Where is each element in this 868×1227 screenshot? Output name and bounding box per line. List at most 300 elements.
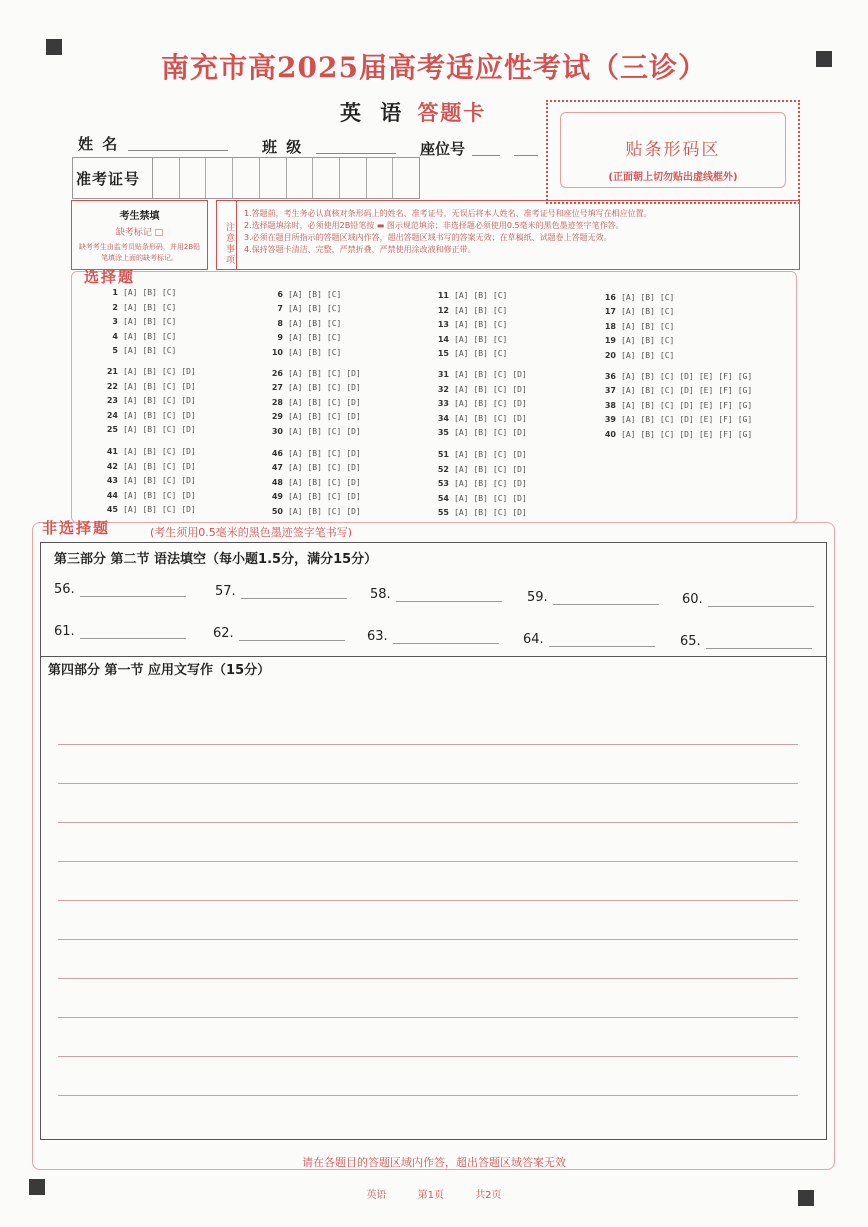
mc-option-bubble[interactable]: [D]	[679, 429, 694, 439]
writing-line[interactable]	[58, 861, 798, 862]
exam-id-digit-box[interactable]	[287, 158, 314, 198]
mc-option-bubble[interactable]: [D]	[512, 384, 527, 394]
mc-option-bubble[interactable]: [A]	[288, 368, 303, 378]
mc-option-bubble[interactable]: [F]	[718, 415, 733, 424]
blank-answer-line[interactable]	[553, 604, 659, 605]
mc-option-bubble[interactable]: [B]	[142, 381, 157, 391]
mc-option-bubble[interactable]: [A]	[288, 492, 303, 501]
mc-option-bubble[interactable]: [C]	[326, 318, 342, 328]
mc-option-bubble[interactable]: [E]	[698, 400, 714, 410]
mc-option-bubble[interactable]: [A]	[621, 415, 636, 424]
mc-option-bubble[interactable]: [A]	[454, 384, 469, 394]
mc-option-bubble[interactable]: [B]	[307, 492, 322, 501]
mc-question-number: 13	[437, 320, 449, 329]
mc-option-bubble[interactable]: [C]	[326, 289, 342, 299]
mc-option-bubble[interactable]: [B]	[640, 336, 655, 345]
mc-option-bubble[interactable]: [D]	[181, 425, 196, 434]
mc-option-bubble[interactable]: [E]	[698, 371, 714, 381]
mc-option-bubble[interactable]: [C]	[492, 479, 508, 488]
mc-option-bubble[interactable]: [D]	[512, 479, 527, 488]
mc-option-bubble[interactable]: [A]	[123, 367, 138, 376]
mc-option-bubble[interactable]: [B]	[473, 349, 488, 358]
mc-option-bubble[interactable]: [D]	[181, 447, 196, 456]
mc-option-bubble[interactable]: [A]	[123, 331, 138, 341]
mc-option-bubble[interactable]: [C]	[161, 381, 177, 391]
mc-option-bubble[interactable]: [C]	[492, 320, 508, 329]
mc-option-bubble[interactable]: [C]	[326, 506, 342, 516]
mc-option-bubble[interactable]: [D]	[181, 367, 196, 376]
mc-option-bubble[interactable]: [D]	[679, 400, 694, 410]
mc-question-number: 46	[271, 448, 283, 458]
mc-option-bubble[interactable]: [C]	[659, 307, 675, 316]
mc-option-bubble[interactable]: [A]	[288, 506, 303, 516]
exam-id-digit-box[interactable]	[233, 158, 260, 198]
mc-option-bubble[interactable]: [C]	[492, 349, 508, 358]
mc-option-bubble[interactable]: [A]	[123, 447, 138, 456]
mc-option-bubble[interactable]: [A]	[288, 477, 303, 487]
mc-question-row	[102, 491, 201, 500]
mc-option-bubble[interactable]: [A]	[621, 307, 636, 316]
mc-option-bubble[interactable]: [A]	[621, 371, 636, 381]
mc-option-bubble[interactable]: [A]	[454, 428, 469, 437]
name-field[interactable]	[128, 150, 228, 151]
instruction-item: 1.答题前，考生务必认真核对条形码上的姓名、准考证号，无误后将本人姓名、准考证号和座位号填写在相应位置。	[244, 209, 652, 218]
mc-option-bubble[interactable]: [B]	[307, 368, 322, 378]
mc-option-bubble[interactable]: [D]	[346, 463, 361, 472]
mc-option-bubble[interactable]: [C]	[492, 384, 508, 394]
mc-option-bubble[interactable]: [B]	[640, 307, 655, 316]
mc-option-bubble[interactable]: [A]	[288, 304, 303, 313]
blank-number: 57.	[215, 584, 236, 599]
mc-option-bubble[interactable]: [A]	[621, 400, 636, 410]
mc-option-bubble[interactable]: [B]	[640, 386, 655, 395]
mc-option-bubble[interactable]: [C]	[659, 429, 675, 439]
mc-option-bubble[interactable]: [E]	[698, 386, 714, 395]
mc-option-bubble[interactable]: [C]	[659, 371, 675, 381]
mc-option-bubble[interactable]: [C]	[659, 321, 675, 331]
mc-option-bubble[interactable]: [F]	[718, 386, 733, 395]
mc-option-bubble[interactable]: [C]	[326, 383, 342, 392]
mc-option-bubble[interactable]: [E]	[698, 415, 714, 424]
mc-question-row	[102, 505, 201, 514]
mc-option-bubble[interactable]: [B]	[640, 350, 655, 360]
mc-question-number: 30	[271, 426, 283, 436]
writing-line[interactable]	[58, 1056, 798, 1057]
blank-answer-line[interactable]	[241, 598, 347, 599]
mc-option-bubble[interactable]: [B]	[640, 429, 655, 439]
mc-option-bubble[interactable]: [D]	[346, 477, 361, 487]
mc-option-bubble[interactable]: [A]	[454, 349, 469, 358]
mc-option-bubble[interactable]: [D]	[512, 450, 527, 459]
mc-option-bubble[interactable]: [A]	[454, 370, 469, 379]
mc-option-bubble[interactable]: [A]	[123, 302, 138, 312]
mc-option-bubble[interactable]: [D]	[181, 505, 196, 514]
mc-option-bubble[interactable]: [C]	[161, 490, 177, 500]
mc-option-bubble[interactable]: [C]	[492, 399, 508, 408]
mc-option-bubble[interactable]: [D]	[679, 415, 694, 424]
mc-option-bubble[interactable]: [D]	[181, 396, 196, 405]
instruction-item: 3.必须在题目所指示的答题区域内作答，超出答题区域书写的答案无效；在草稿纸、试题卷上答题无效。	[244, 233, 612, 242]
mc-option-bubble[interactable]: [C]	[492, 428, 508, 437]
mc-option-bubble[interactable]: [G]	[737, 371, 753, 381]
mc-option-bubble[interactable]: [B]	[307, 506, 322, 516]
mc-option-bubble[interactable]: [A]	[123, 410, 138, 420]
mc-option-bubble[interactable]: [C]	[161, 396, 177, 405]
mc-option-bubble[interactable]: [B]	[307, 318, 322, 328]
mc-option-bubble[interactable]: [D]	[512, 464, 527, 474]
mc-option-bubble[interactable]: [B]	[473, 493, 488, 503]
mc-option-bubble[interactable]: [A]	[621, 292, 636, 302]
mc-question-row	[433, 450, 532, 459]
mc-option-bubble[interactable]: [F]	[718, 429, 733, 439]
blank-number: 62.	[213, 626, 234, 641]
mc-option-bubble[interactable]: [A]	[454, 493, 469, 503]
mc-option-bubble[interactable]: [A]	[123, 346, 138, 355]
mc-option-bubble[interactable]: [A]	[123, 490, 138, 500]
mc-question-number: 55	[437, 508, 449, 517]
mc-option-bubble[interactable]: [B]	[473, 370, 488, 379]
mc-option-bubble[interactable]: [B]	[307, 347, 322, 357]
seat-label: 座位号	[420, 140, 466, 158]
mc-question-row	[267, 507, 366, 516]
mc-option-bubble[interactable]: [D]	[512, 370, 527, 379]
mc-question-row	[433, 385, 532, 394]
mc-option-bubble[interactable]: [A]	[123, 425, 138, 434]
class-label: 班 级	[262, 138, 304, 156]
blank-answer-line[interactable]	[393, 643, 499, 644]
mc-option-bubble[interactable]: [C]	[492, 450, 508, 459]
mc-option-bubble[interactable]: [C]	[326, 368, 342, 378]
mc-option-bubble[interactable]: [B]	[307, 412, 322, 421]
mc-question-number: 42	[106, 461, 118, 471]
mc-question-number: 7	[277, 304, 283, 313]
mc-option-bubble[interactable]: [B]	[473, 334, 488, 344]
mc-option-bubble[interactable]: [B]	[142, 461, 157, 471]
exam-id-digit-box[interactable]	[180, 158, 207, 198]
mc-option-bubble[interactable]: [C]	[659, 336, 675, 345]
mc-option-bubble[interactable]: [B]	[307, 383, 322, 392]
multiple-choice-heading: 选择题	[84, 268, 136, 286]
mc-question-number: 4	[112, 331, 118, 341]
mc-option-bubble[interactable]: [D]	[346, 383, 361, 392]
mc-option-bubble[interactable]: [C]	[326, 412, 342, 421]
mc-option-bubble[interactable]: [B]	[142, 447, 157, 456]
mc-question-number: 33	[437, 399, 449, 408]
mc-question-row	[267, 333, 346, 342]
mc-option-bubble[interactable]: [F]	[718, 371, 733, 381]
mc-question-number: 44	[106, 490, 118, 500]
mc-option-bubble[interactable]: [C]	[326, 448, 342, 458]
mc-option-bubble[interactable]: [D]	[346, 426, 361, 436]
mc-option-bubble[interactable]: [C]	[326, 333, 342, 342]
mc-option-bubble[interactable]: [D]	[346, 448, 361, 458]
exam-id-digit-box[interactable]	[313, 158, 340, 198]
mc-option-bubble[interactable]: [B]	[307, 448, 322, 458]
mc-option-bubble[interactable]: [B]	[142, 302, 157, 312]
exam-id-digit-box[interactable]	[393, 158, 419, 198]
name-label: 姓 名	[78, 135, 120, 153]
mc-question-number: 29	[271, 412, 283, 421]
mc-option-bubble[interactable]: [C]	[161, 425, 177, 434]
mc-option-bubble[interactable]: [A]	[621, 386, 636, 395]
mc-question-number: 24	[106, 410, 118, 420]
mc-option-bubble[interactable]: [A]	[621, 321, 636, 331]
blank-number: 65.	[680, 634, 701, 649]
mc-option-bubble[interactable]: [A]	[454, 399, 469, 408]
mc-question-number: 23	[106, 396, 118, 405]
mc-option-bubble[interactable]: [A]	[621, 350, 636, 360]
mc-option-bubble[interactable]: [C]	[492, 305, 508, 315]
mc-option-bubble[interactable]: [B]	[142, 410, 157, 420]
mc-question-number: 9	[277, 333, 283, 342]
mc-option-bubble[interactable]: [A]	[288, 412, 303, 421]
mc-question-row	[433, 349, 512, 358]
absent-notice-heading: 考生禁填	[119, 211, 160, 222]
mc-option-bubble[interactable]: [B]	[142, 396, 157, 405]
mc-option-bubble[interactable]: [A]	[288, 463, 303, 472]
mc-option-bubble[interactable]: [G]	[737, 429, 753, 439]
mc-option-bubble[interactable]: [A]	[288, 318, 303, 328]
writing-line[interactable]	[58, 783, 798, 784]
mc-option-bubble[interactable]: [A]	[454, 464, 469, 474]
mc-option-bubble[interactable]: [D]	[181, 381, 196, 391]
writing-line[interactable]	[58, 822, 798, 823]
mc-option-bubble[interactable]: [D]	[512, 428, 527, 437]
mc-option-bubble[interactable]: [B]	[142, 346, 157, 355]
mc-option-bubble[interactable]: [A]	[454, 508, 469, 517]
blank-answer-line[interactable]	[396, 601, 502, 602]
mc-option-bubble[interactable]: [A]	[454, 320, 469, 329]
blank-answer-line[interactable]	[80, 596, 186, 597]
mc-option-bubble[interactable]: [B]	[473, 464, 488, 474]
mc-option-bubble[interactable]: [D]	[512, 508, 527, 517]
mc-option-bubble[interactable]: [C]	[659, 350, 675, 360]
mc-option-bubble[interactable]: [D]	[181, 490, 196, 500]
writing-line[interactable]	[58, 1095, 798, 1096]
mc-option-bubble[interactable]: [C]	[161, 331, 177, 341]
mc-option-bubble[interactable]: [B]	[307, 426, 322, 436]
mc-option-bubble[interactable]: [C]	[161, 461, 177, 471]
mc-option-bubble[interactable]: [A]	[288, 397, 303, 407]
instructions-box	[216, 200, 800, 270]
mc-option-bubble[interactable]: [D]	[346, 368, 361, 378]
mc-option-bubble[interactable]: [G]	[737, 400, 753, 410]
mc-option-bubble[interactable]: [D]	[512, 493, 527, 503]
mc-option-bubble[interactable]: [A]	[123, 288, 138, 297]
mc-option-bubble[interactable]: [A]	[288, 383, 303, 392]
exam-id-digit-box[interactable]	[260, 158, 287, 198]
mc-question-number: 1	[112, 288, 118, 297]
mc-option-bubble[interactable]: [B]	[142, 367, 157, 376]
mc-option-bubble[interactable]: [C]	[326, 347, 342, 357]
answer-card-label: 答题卡	[417, 100, 487, 125]
mc-option-bubble[interactable]: [C]	[326, 426, 342, 436]
mc-option-bubble[interactable]: [B]	[307, 333, 322, 342]
mc-option-bubble[interactable]: [C]	[659, 400, 675, 410]
mc-option-bubble[interactable]: [A]	[288, 448, 303, 458]
mc-option-bubble[interactable]: [D]	[512, 413, 527, 423]
mc-option-bubble[interactable]: [C]	[161, 410, 177, 420]
mc-option-bubble[interactable]: [D]	[512, 399, 527, 408]
mc-option-bubble[interactable]: [A]	[454, 450, 469, 459]
mc-option-bubble[interactable]: [C]	[659, 292, 675, 302]
mc-option-bubble[interactable]: [D]	[181, 476, 196, 485]
mc-option-bubble[interactable]: [A]	[288, 426, 303, 436]
mc-option-bubble[interactable]: [B]	[640, 415, 655, 424]
mc-option-bubble[interactable]: [A]	[454, 334, 469, 344]
mc-option-bubble[interactable]: [A]	[454, 413, 469, 423]
mc-option-bubble[interactable]: [B]	[142, 505, 157, 514]
mc-option-bubble[interactable]: [B]	[307, 304, 322, 313]
mc-question-row	[600, 307, 679, 316]
mc-option-bubble[interactable]: [B]	[473, 384, 488, 394]
mc-option-bubble[interactable]: [A]	[123, 317, 138, 326]
mc-option-bubble[interactable]: [C]	[161, 346, 177, 355]
mc-question-number: 41	[106, 447, 118, 456]
mc-option-bubble[interactable]: [C]	[659, 415, 675, 424]
mc-option-bubble[interactable]: [B]	[640, 292, 655, 302]
class-field[interactable]	[316, 153, 396, 154]
mc-option-bubble[interactable]: [C]	[326, 477, 342, 487]
mc-option-bubble[interactable]: [A]	[454, 479, 469, 488]
absent-mark[interactable]: 缺考标记 □	[115, 228, 164, 238]
mc-option-bubble[interactable]: [B]	[142, 490, 157, 500]
mc-option-bubble[interactable]: [A]	[123, 396, 138, 405]
mc-option-bubble[interactable]: [E]	[698, 429, 714, 439]
mc-question-row	[102, 332, 181, 341]
instruction-item: 4.保持答题卡清洁、完整，严禁折叠，严禁使用涂改液和修正带。	[244, 245, 476, 254]
mc-option-bubble[interactable]: [C]	[161, 505, 177, 514]
blank-answer-line[interactable]	[708, 606, 814, 607]
mc-option-bubble[interactable]: [B]	[307, 477, 322, 487]
mc-option-bubble[interactable]: [B]	[473, 399, 488, 408]
mc-option-bubble[interactable]: [C]	[161, 302, 177, 312]
mc-option-bubble[interactable]: [C]	[492, 370, 508, 379]
mc-option-bubble[interactable]: [B]	[640, 321, 655, 331]
mc-option-bubble[interactable]: [F]	[718, 400, 733, 410]
mc-option-bubble[interactable]: [D]	[679, 386, 694, 395]
mc-option-bubble[interactable]: [C]	[492, 291, 508, 300]
mc-option-bubble[interactable]: [C]	[492, 493, 508, 503]
mc-option-bubble[interactable]: [C]	[161, 476, 177, 485]
mc-option-bubble[interactable]: [B]	[142, 317, 157, 326]
mc-question-row	[102, 303, 181, 312]
mc-option-bubble[interactable]: [B]	[307, 463, 322, 472]
seat-field[interactable]	[472, 155, 500, 156]
section-divider	[40, 656, 827, 657]
mc-option-bubble[interactable]: [G]	[737, 386, 753, 395]
exam-id-digit-box[interactable]	[153, 158, 180, 198]
mc-option-bubble[interactable]: [B]	[473, 320, 488, 329]
mc-option-bubble[interactable]: [B]	[640, 400, 655, 410]
mc-option-bubble[interactable]: [A]	[454, 305, 469, 315]
blank-number: 61.	[54, 624, 75, 639]
mc-option-bubble[interactable]: [D]	[181, 410, 196, 420]
mc-option-bubble[interactable]: [B]	[142, 288, 157, 297]
exam-id-digit-box[interactable]	[206, 158, 233, 198]
mc-question-number: 54	[437, 493, 449, 503]
mc-option-bubble[interactable]: [D]	[346, 492, 361, 501]
mc-question-number: 43	[106, 476, 118, 485]
mc-question-number: 18	[604, 321, 616, 331]
mc-question-number: 51	[437, 450, 449, 459]
mc-option-bubble[interactable]: [C]	[161, 317, 177, 326]
mc-option-bubble[interactable]: [D]	[346, 412, 361, 421]
mc-option-bubble[interactable]: [B]	[142, 476, 157, 485]
mc-option-bubble[interactable]: [B]	[307, 289, 322, 299]
mc-option-bubble[interactable]: [A]	[288, 289, 303, 299]
mc-question-number: 14	[437, 334, 449, 344]
mc-option-bubble[interactable]: [C]	[326, 463, 342, 472]
blank-answer-line[interactable]	[239, 640, 345, 641]
mc-option-bubble[interactable]: [B]	[473, 450, 488, 459]
blank-answer-line[interactable]	[80, 638, 186, 639]
mc-option-bubble[interactable]: [B]	[473, 413, 488, 423]
mc-option-bubble[interactable]: [G]	[737, 415, 753, 424]
mc-option-bubble[interactable]: [A]	[123, 381, 138, 391]
mc-option-bubble[interactable]: [D]	[346, 506, 361, 516]
blank-answer-line[interactable]	[706, 648, 812, 649]
mc-option-bubble[interactable]: [B]	[473, 291, 488, 300]
mc-option-bubble[interactable]: [C]	[659, 386, 675, 395]
mc-option-bubble[interactable]: [A]	[288, 347, 303, 357]
mc-option-bubble[interactable]: [C]	[161, 447, 177, 456]
writing-line[interactable]	[58, 978, 798, 979]
mc-question-number: 47	[271, 463, 283, 472]
mc-option-bubble[interactable]: [C]	[326, 492, 342, 501]
mc-option-bubble[interactable]: [A]	[288, 333, 303, 342]
mc-option-bubble[interactable]: [A]	[123, 505, 138, 514]
mc-option-bubble[interactable]: [B]	[473, 508, 488, 517]
mc-option-bubble[interactable]: [A]	[123, 476, 138, 485]
mc-option-bubble[interactable]: [A]	[621, 336, 636, 345]
mc-option-bubble[interactable]: [B]	[142, 331, 157, 341]
mc-option-bubble[interactable]: [C]	[326, 304, 342, 313]
mc-option-bubble[interactable]: [A]	[123, 461, 138, 471]
footer-page: 第1页	[417, 1190, 444, 1201]
footer-warning: 请在各题目的答题区域内作答，超出答题区域答案无效	[302, 1156, 566, 1169]
exam-id-digit-box[interactable]	[367, 158, 394, 198]
writing-line[interactable]	[58, 1017, 798, 1018]
blank-answer-line[interactable]	[549, 646, 655, 647]
mc-option-bubble[interactable]: [C]	[326, 397, 342, 407]
mc-option-bubble[interactable]: [D]	[181, 461, 196, 471]
mc-question-row	[102, 317, 181, 326]
mc-option-bubble[interactable]: [C]	[492, 464, 508, 474]
mc-option-bubble[interactable]: [D]	[346, 397, 361, 407]
writing-line[interactable]	[58, 900, 798, 901]
seat-field-2[interactable]	[514, 155, 538, 156]
mc-option-bubble[interactable]: [C]	[161, 288, 177, 297]
exam-id-digit-box[interactable]	[340, 158, 367, 198]
mc-option-bubble[interactable]: [A]	[621, 429, 636, 439]
mc-option-bubble[interactable]: [B]	[473, 428, 488, 437]
mc-option-bubble[interactable]: [A]	[454, 291, 469, 300]
mc-option-bubble[interactable]: [C]	[492, 413, 508, 423]
mc-option-bubble[interactable]: [B]	[473, 479, 488, 488]
mc-option-bubble[interactable]: [B]	[473, 305, 488, 315]
mc-question-number: 2	[112, 302, 118, 312]
mc-option-bubble[interactable]: [C]	[492, 334, 508, 344]
writing-line[interactable]	[58, 744, 798, 745]
mc-option-bubble[interactable]: [C]	[492, 508, 508, 517]
mc-option-bubble[interactable]: [C]	[161, 367, 177, 376]
writing-line[interactable]	[58, 939, 798, 940]
mc-option-bubble[interactable]: [B]	[307, 397, 322, 407]
mc-option-bubble[interactable]: [B]	[640, 371, 655, 381]
mc-option-bubble[interactable]: [D]	[679, 371, 694, 381]
mc-option-bubble[interactable]: [B]	[142, 425, 157, 434]
